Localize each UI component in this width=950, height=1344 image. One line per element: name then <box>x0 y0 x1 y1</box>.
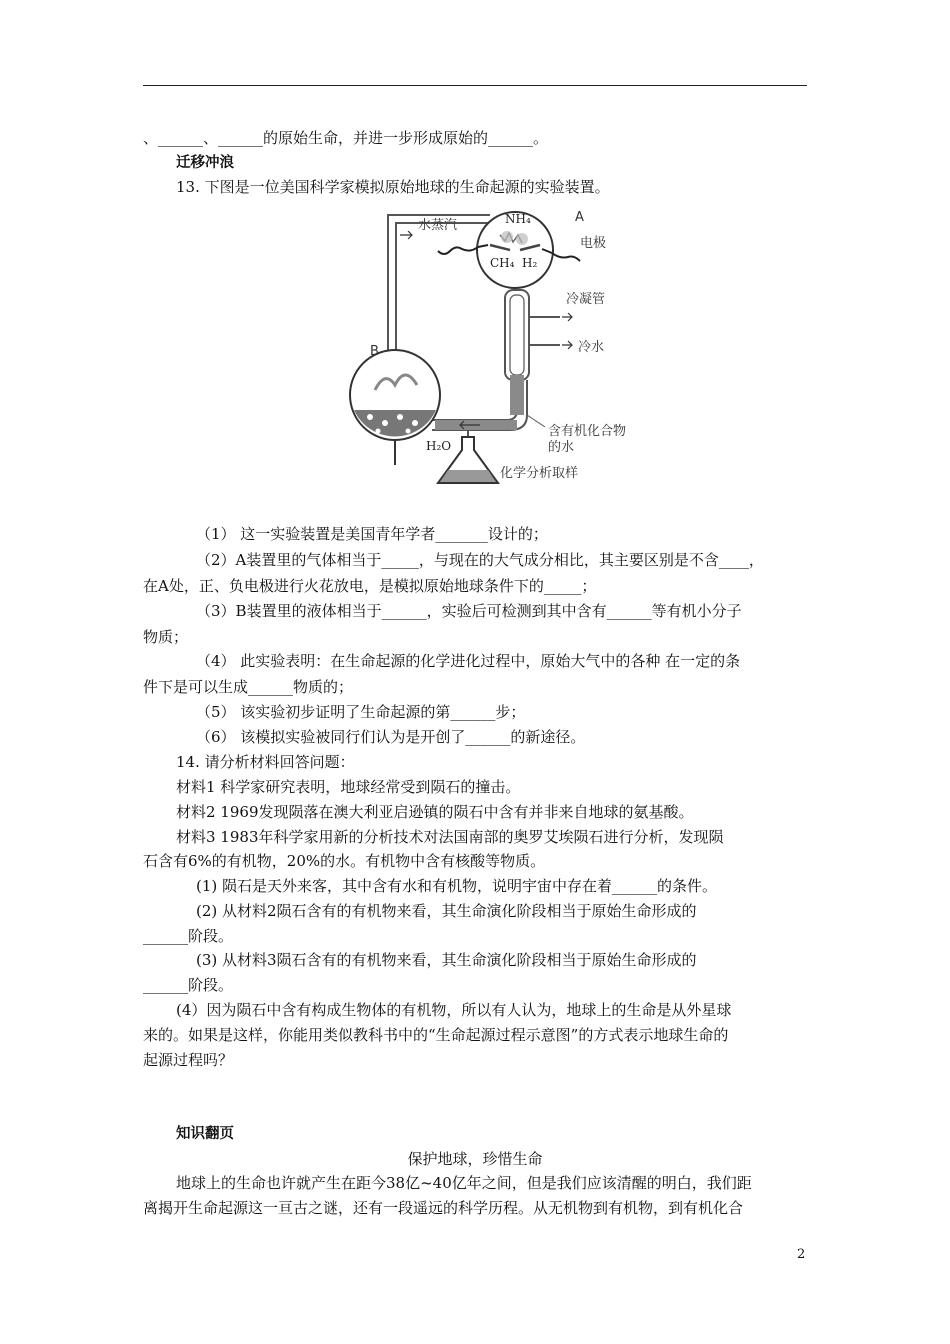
label-sampling: 化学分析取样 <box>500 466 579 481</box>
label-b: B <box>370 344 379 359</box>
q13-item-4: （4） 此实验表明：在生命起源的化学进化过程中，原始大气中的各种 在一定的条 <box>196 652 741 670</box>
article-line-1: 地球上的生命也许就产生在距今38亿~40亿年之间，但是我们应该清醒的明白，我们距 <box>176 1174 752 1192</box>
q14-item-3: (3) 从材料3陨石含有的有机物来看，其生命演化阶段相当于原始生命形成的 <box>196 951 697 969</box>
miller-apparatus-figure <box>340 205 640 490</box>
label-organic-water-1: 含有机化合物 <box>548 424 627 439</box>
q13-item-1: （1） 这一实验装置是美国青年学者_______设计的； <box>196 525 548 543</box>
q13-item-3: （3）B装置里的液体相当于______，实验后可检测到其中含有______等有机小分子 <box>196 602 742 620</box>
material-2: 材料2 1969发现陨落在澳大利亚启逊镇的陨石中含有并非来自地球的氨基酸。 <box>176 803 694 821</box>
label-cold-water: 冷水 <box>578 340 605 355</box>
article-title: 保护地球，珍惜生命 <box>407 1150 543 1168</box>
q13-item-3-cont: 物质； <box>143 628 189 646</box>
label-nh4: NH₄ <box>505 212 531 226</box>
question-14-stem: 14. 请分析材料回答问题： <box>176 753 355 771</box>
q14-item-4-cont-2: 起源过程吗？ <box>143 1051 234 1069</box>
header-rule <box>143 85 807 86</box>
q14-item-1: (1) 陨石是天外来客，其中含有水和有机物，说明宇宙中存在着______的条件。 <box>196 877 718 895</box>
page-number: 2 <box>797 1247 806 1262</box>
q14-item-4-cont-1: 来的。如果是这样，你能用类似教科书中的“生命起源过程示意图”的方式表示地球生命的 <box>143 1026 729 1044</box>
section-heading-knowledge: 知识翻页 <box>176 1126 234 1142</box>
label-condenser: 冷凝管 <box>566 292 606 307</box>
label-h2: H₂ <box>522 256 538 270</box>
label-h2o: H₂O <box>426 439 452 453</box>
label-a: A <box>575 210 584 225</box>
q13-item-2: （2）A装置里的气体相当于_____，与现在的大气成分相比，其主要区别是不含____， <box>196 551 764 569</box>
q14-item-2: (2) 从材料2陨石含有的有机物来看，其生命演化阶段相当于原始生命形成的 <box>196 902 697 920</box>
label-ch4: CH₄ <box>490 256 515 270</box>
material-3: 材料3 1983年科学家用新的分析技术对法国南部的奥罗艾埃陨石进行分析，发现陨 <box>176 828 724 846</box>
q14-item-3-cont: ______阶段。 <box>143 976 234 994</box>
continuation-line: 、______、______的原始生命，并进一步形成原始的______。 <box>143 129 549 147</box>
label-organic-water-2: 的水 <box>548 440 575 455</box>
article-line-2: 离揭开生命起源这一亘古之谜，还有一段遥远的科学历程。从无机物到有机物，到有机化合 <box>143 1199 744 1217</box>
q14-item-4: (4）因为陨石中含有构成生物体的有机物，所以有人认为，地球上的生命是从外星球 <box>176 1001 732 1019</box>
q13-item-6: （6） 该模拟实验被同行们认为是开创了______的新途径。 <box>196 728 586 746</box>
q13-item-4-cont: 件下是可以生成______物质的； <box>143 678 354 696</box>
section-heading-transfer: 迁移冲浪 <box>176 155 234 171</box>
material-1: 材料1 科学家研究表明，地球经常受到陨石的撞击。 <box>176 778 521 796</box>
material-3-cont: 石含有6%的有机物，20%的水。有机物中含有核酸等物质。 <box>143 852 546 870</box>
q13-item-2-cont: 在A处，正、负电极进行火花放电，是模拟原始地球条件下的_____； <box>143 577 597 595</box>
q14-item-2-cont: ______阶段。 <box>143 927 234 945</box>
label-steam: 水蒸汽 <box>418 218 458 233</box>
q13-item-5: （5） 该实验初步证明了生命起源的第______步； <box>196 703 526 721</box>
label-electrode: 电极 <box>580 236 607 251</box>
question-13-stem: 13. 下图是一位美国科学家模拟原始地球的生命起源的实验装置。 <box>176 178 610 196</box>
